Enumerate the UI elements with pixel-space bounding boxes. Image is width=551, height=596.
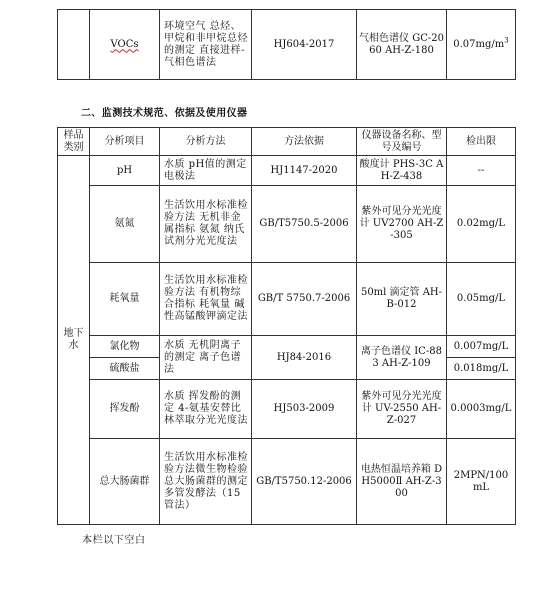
previous-page-table: [57, 9, 516, 80]
item-cell: pH: [90, 156, 160, 186]
item-cell: 氯化物: [90, 336, 160, 358]
header-instrument: 仪器设备名称、型号及编号: [357, 128, 447, 156]
method-cell: 生活饮用水标准检验方法 无机非金属指标 氨氮 纳氏试剂分光光度法: [160, 186, 252, 263]
limit-cell: 0.02mg/L: [447, 186, 516, 263]
basis-cell: HJ84-2016: [252, 336, 357, 380]
limit-cell: --: [447, 156, 516, 186]
table-row: [58, 439, 516, 525]
basis-cell: GB/T5750.5-2006: [252, 186, 357, 263]
basis-cell: GB/T5750.12-2006: [252, 439, 357, 525]
item-cell: [90, 10, 160, 80]
limit-cell: 2MPN/100mL: [447, 439, 516, 525]
method-cell: 环境空气 总烃、甲烷和非甲烷总烃的测定 直接进样-气相色谱法: [160, 10, 252, 80]
header-analysis-item: 分析项目: [90, 128, 160, 156]
instrument-cell: 离子色谱仪 IC-883 AH-Z-109: [357, 336, 447, 380]
limit-cell: 0.018mg/L: [447, 358, 516, 380]
method-cell: 水质 pH值的测定 电极法: [160, 156, 252, 186]
method-cell: 生活饮用水标准检验方法 有机物综合指标 耗氧量 碱性高锰酸钾滴定法: [160, 263, 252, 336]
item-cell: 氨氮: [90, 186, 160, 263]
instrument-cell: 气相色谱仪 GC-2060 AH-Z-180: [357, 10, 447, 80]
basis-cell: HJ1147-2020: [252, 156, 357, 186]
instrument-cell: 50ml 滴定管 AH-B-012: [357, 263, 447, 336]
table-row: [58, 156, 516, 186]
header-analysis-method: 分析方法: [160, 128, 252, 156]
footer-note: 本栏以下空白: [82, 535, 146, 546]
header-method-basis: 方法依据: [252, 128, 357, 156]
instrument-cell: 紫外可见分光光度计 UV2700 AH-Z-305: [357, 186, 447, 263]
instrument-cell: 酸度计 PHS-3C AH-Z-438: [357, 156, 447, 186]
item-cell: 总大肠菌群: [90, 439, 160, 525]
table-row: [58, 186, 516, 263]
item-cell: 硫酸盐: [90, 358, 160, 380]
method-cell: 水质 挥发酚的测定 4-氨基安替比林萃取分光光度法: [160, 380, 252, 439]
basis-cell: HJ604-2017: [252, 10, 357, 80]
table-row: [58, 263, 516, 336]
limit-cell: 0.05mg/L: [447, 263, 516, 336]
limit-superscript: 3: [504, 36, 509, 45]
instrument-cell: 电热恒温培养箱 DH5000Ⅱ AH-Z-300: [357, 439, 447, 525]
limit-cell: $0.07mg/m^3$: [447, 10, 516, 80]
basis-cell: HJ503-2009: [252, 380, 357, 439]
table-row: [58, 336, 516, 358]
header-sample-category: 样品类别: [58, 128, 90, 156]
limit-cell: 0.0003mg/L: [447, 380, 516, 439]
sample-category-cell: 地下水: [58, 156, 90, 525]
method-cell: 水质 无机阴离子的测定 离子色谱法: [160, 336, 252, 380]
limit-cell: 0.007mg/L: [447, 336, 516, 358]
item-vocs: VOCs: [110, 38, 139, 50]
method-cell: 生活饮用水标准检验方法微生物检验 总大肠菌群的测定 多管发酵法（15管法）: [160, 439, 252, 525]
header-detection-limit: 检出限: [447, 128, 516, 156]
table-header-row: [58, 128, 516, 156]
empty-category-cell: [58, 10, 90, 80]
instrument-cell: 紫外可见分光光度计 UV-2550 AH-Z-027: [357, 380, 447, 439]
table-row: [58, 380, 516, 439]
item-cell: 挥发酚: [90, 380, 160, 439]
table-row-vocs: [58, 10, 516, 80]
item-cell: 耗氧量: [90, 263, 160, 336]
section-heading: 二、监测技术规范、依据及使用仪器: [81, 108, 248, 119]
monitoring-table: [57, 127, 516, 525]
basis-cell: GB/T 5750.7-2006: [252, 263, 357, 336]
